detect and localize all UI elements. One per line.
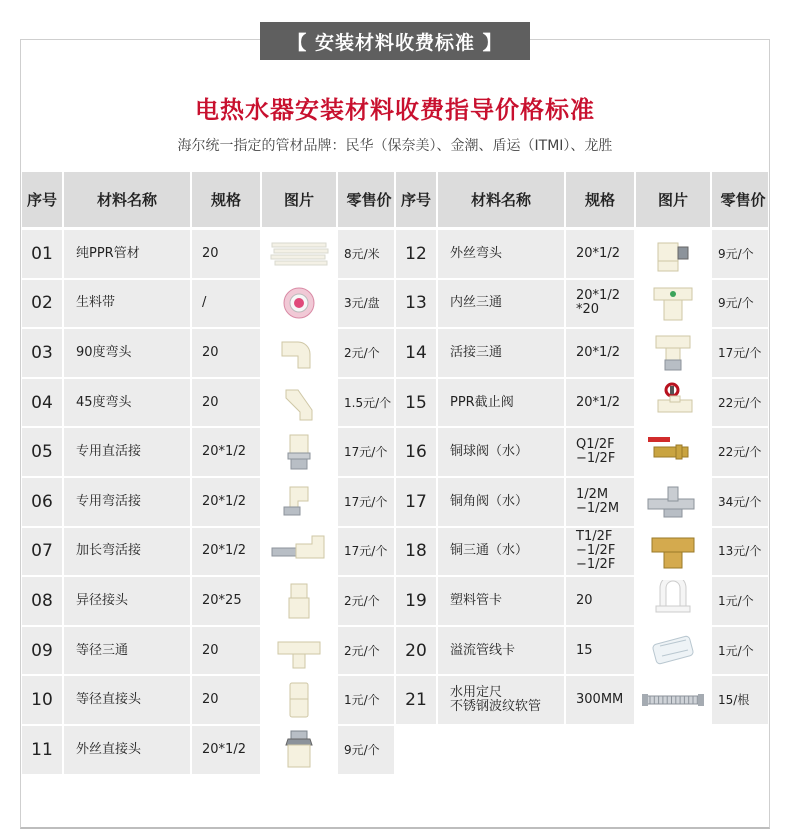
- row-number: 06: [22, 478, 64, 526]
- retail-price: 22元/个: [718, 395, 762, 410]
- elbow-90-icon: [268, 332, 330, 374]
- material-name: 加长弯活接: [64, 528, 192, 576]
- retail-price: 1元/个: [344, 693, 380, 708]
- material-spec: Q1/2F −1/2F: [566, 428, 636, 476]
- material-spec: 20*1/2 *20: [566, 280, 636, 328]
- col-header-no: 序号: [22, 172, 64, 227]
- material-name: 45度弯头: [64, 379, 192, 427]
- row-number: 13: [396, 280, 438, 328]
- material-spec: T1/2F −1/2F −1/2F: [566, 528, 636, 576]
- table-row: [396, 379, 768, 429]
- ppr-pipes-icon: [268, 233, 330, 275]
- material-picture: [636, 528, 712, 576]
- material-spec: 20: [192, 329, 262, 377]
- table-row: [396, 428, 768, 478]
- table-row: [396, 577, 768, 627]
- material-name: 生料带: [64, 280, 192, 328]
- row-number: 15: [396, 379, 438, 427]
- material-spec: 20: [192, 676, 262, 724]
- row-number: 11: [22, 726, 64, 774]
- row-number: 04: [22, 379, 64, 427]
- material-name: 铜球阀（水）: [438, 428, 566, 476]
- ptfe-tape-icon: [268, 282, 330, 324]
- col-header-spec: 规格: [566, 172, 636, 227]
- male-thread-coupling-icon: [268, 729, 330, 771]
- material-spec: 20*1/2: [192, 428, 262, 476]
- material-name: 溢流管线卡: [438, 627, 566, 675]
- retail-price: 9元/个: [718, 246, 754, 261]
- union-tee-icon: [642, 332, 704, 374]
- straight-coupling-icon: [268, 679, 330, 721]
- table-row: [22, 230, 394, 280]
- retail-price: 17元/个: [718, 345, 762, 360]
- col-header-price: 零售价: [720, 190, 766, 209]
- material-picture: [262, 379, 338, 427]
- row-number: 01: [22, 230, 64, 278]
- material-picture: [262, 280, 338, 328]
- retail-price: 34元/个: [718, 494, 762, 509]
- material-name: 外丝直接头: [64, 726, 192, 774]
- female-thread-tee-icon: [642, 282, 704, 324]
- material-picture: [636, 329, 712, 377]
- row-number: 16: [396, 428, 438, 476]
- material-spec: 1/2M −1/2M: [566, 478, 636, 526]
- material-name: 纯PPR管材: [64, 230, 192, 278]
- col-header-pic: 图片: [636, 172, 712, 227]
- table-header-row: [22, 172, 394, 230]
- section-header-tab: 【 安装材料收费标准 】: [260, 22, 530, 60]
- straight-union-icon: [268, 431, 330, 473]
- material-spec: /: [192, 280, 262, 328]
- material-picture: [262, 627, 338, 675]
- material-picture: [262, 329, 338, 377]
- material-name: 水用定尺 不锈钢波纹软管: [438, 676, 566, 724]
- retail-price: 1.5元/个: [344, 395, 392, 410]
- table-row: [22, 428, 394, 478]
- material-picture: [262, 230, 338, 278]
- material-name: 异径接头: [64, 577, 192, 625]
- table-row: [22, 726, 394, 776]
- material-spec: 20*1/2: [566, 329, 636, 377]
- row-number: 12: [396, 230, 438, 278]
- material-picture: [636, 627, 712, 675]
- material-spec: 20*1/2: [192, 726, 262, 774]
- material-picture: [636, 280, 712, 328]
- material-spec: 20*25: [192, 577, 262, 625]
- table-row: [396, 627, 768, 677]
- page-title: 电热水器安装材料收费指导价格标准: [195, 96, 595, 124]
- retail-price: 9元/个: [718, 296, 754, 311]
- material-name: 外丝弯头: [438, 230, 566, 278]
- pipe-clip-icon: [642, 580, 704, 622]
- table-row: [396, 329, 768, 379]
- material-spec: 20: [192, 230, 262, 278]
- material-spec: 20*1/2: [566, 230, 636, 278]
- row-number: 18: [396, 528, 438, 576]
- material-name: 活接三通: [438, 329, 566, 377]
- material-name: 塑料管卡: [438, 577, 566, 625]
- material-name: 90度弯头: [64, 329, 192, 377]
- col-header-no: 序号: [396, 172, 438, 227]
- table-row: [22, 379, 394, 429]
- retail-price: 9元/个: [344, 742, 380, 757]
- equal-tee-icon: [268, 630, 330, 672]
- retail-price: 15/根: [718, 693, 750, 708]
- table-row: [22, 627, 394, 677]
- brass-tee-icon: [642, 530, 704, 572]
- row-number: 20: [396, 627, 438, 675]
- row-number: 03: [22, 329, 64, 377]
- row-number: 02: [22, 280, 64, 328]
- material-name: PPR截止阀: [438, 379, 566, 427]
- material-name: 专用弯活接: [64, 478, 192, 526]
- retail-price: 1元/个: [718, 643, 754, 658]
- col-header-name: 材料名称: [64, 172, 192, 227]
- retail-price: 2元/个: [344, 345, 380, 360]
- row-number: 09: [22, 627, 64, 675]
- material-picture: [636, 478, 712, 526]
- col-header-price: 零售价: [346, 190, 392, 209]
- retail-price: 8元/米: [344, 246, 380, 261]
- material-picture: [636, 428, 712, 476]
- material-spec: 20: [192, 379, 262, 427]
- material-name: 内丝三通: [438, 280, 566, 328]
- material-name: 等径三通: [64, 627, 192, 675]
- ball-valve-icon: [642, 431, 704, 473]
- material-name: 铜角阀（水）: [438, 478, 566, 526]
- table-row: [396, 280, 768, 330]
- elbow-union-icon: [268, 481, 330, 523]
- material-picture: [636, 676, 712, 724]
- row-number: 17: [396, 478, 438, 526]
- table-row: [22, 329, 394, 379]
- retail-price: 1元/个: [718, 593, 754, 608]
- overflow-clip-icon: [642, 630, 704, 672]
- retail-price: 3元/盘: [344, 296, 380, 311]
- elbow-45-icon: [268, 382, 330, 424]
- corrugated-hose-icon: [642, 679, 704, 721]
- table-row: [396, 230, 768, 280]
- retail-price: 13元/个: [718, 544, 762, 559]
- reducer-icon: [268, 580, 330, 622]
- material-picture: [636, 379, 712, 427]
- retail-price: 2元/个: [344, 643, 380, 658]
- material-spec: 20*1/2: [566, 379, 636, 427]
- col-header-spec: 规格: [192, 172, 262, 227]
- material-picture: [262, 676, 338, 724]
- table-row: [22, 577, 394, 627]
- material-name: 专用直活接: [64, 428, 192, 476]
- material-spec: 20: [192, 627, 262, 675]
- male-thread-elbow-icon: [642, 233, 704, 275]
- table-row: [22, 676, 394, 726]
- retail-price: 17元/个: [344, 544, 388, 559]
- table-row: [22, 528, 394, 578]
- table-header-row: [396, 172, 768, 230]
- row-number: 19: [396, 577, 438, 625]
- price-table-right: [396, 172, 768, 726]
- material-name: 铜三通（水）: [438, 528, 566, 576]
- brand-subtitle: 海尔统一指定的管材品牌：民华（保奈美）、金潮、盾运（ITMI）、龙胜: [177, 138, 613, 154]
- retail-price: 17元/个: [344, 494, 388, 509]
- row-number: 21: [396, 676, 438, 724]
- material-name: 等径直接头: [64, 676, 192, 724]
- table-row: [396, 528, 768, 578]
- table-row: [396, 676, 768, 726]
- table-row: [22, 478, 394, 528]
- material-picture: [262, 428, 338, 476]
- retail-price: 17元/个: [344, 445, 388, 460]
- long-elbow-union-icon: [268, 530, 330, 572]
- material-spec: 15: [566, 627, 636, 675]
- material-spec: 20*1/2: [192, 528, 262, 576]
- row-number: 10: [22, 676, 64, 724]
- material-picture: [262, 577, 338, 625]
- col-header-name: 材料名称: [438, 172, 566, 227]
- material-picture: [262, 528, 338, 576]
- table-row: [22, 280, 394, 330]
- stop-valve-icon: [642, 382, 704, 424]
- retail-price: 2元/个: [344, 593, 380, 608]
- material-picture: [262, 726, 338, 774]
- angle-valve-icon: [642, 481, 704, 523]
- row-number: 14: [396, 329, 438, 377]
- material-picture: [636, 577, 712, 625]
- material-picture: [262, 478, 338, 526]
- material-spec: 300MM: [566, 676, 636, 724]
- table-row: [396, 478, 768, 528]
- price-table-left: [22, 172, 394, 776]
- row-number: 08: [22, 577, 64, 625]
- retail-price: 22元/个: [718, 445, 762, 460]
- material-picture: [636, 230, 712, 278]
- col-header-pic: 图片: [262, 172, 338, 227]
- material-spec: 20: [566, 577, 636, 625]
- row-number: 07: [22, 528, 64, 576]
- material-spec: 20*1/2: [192, 478, 262, 526]
- row-number: 05: [22, 428, 64, 476]
